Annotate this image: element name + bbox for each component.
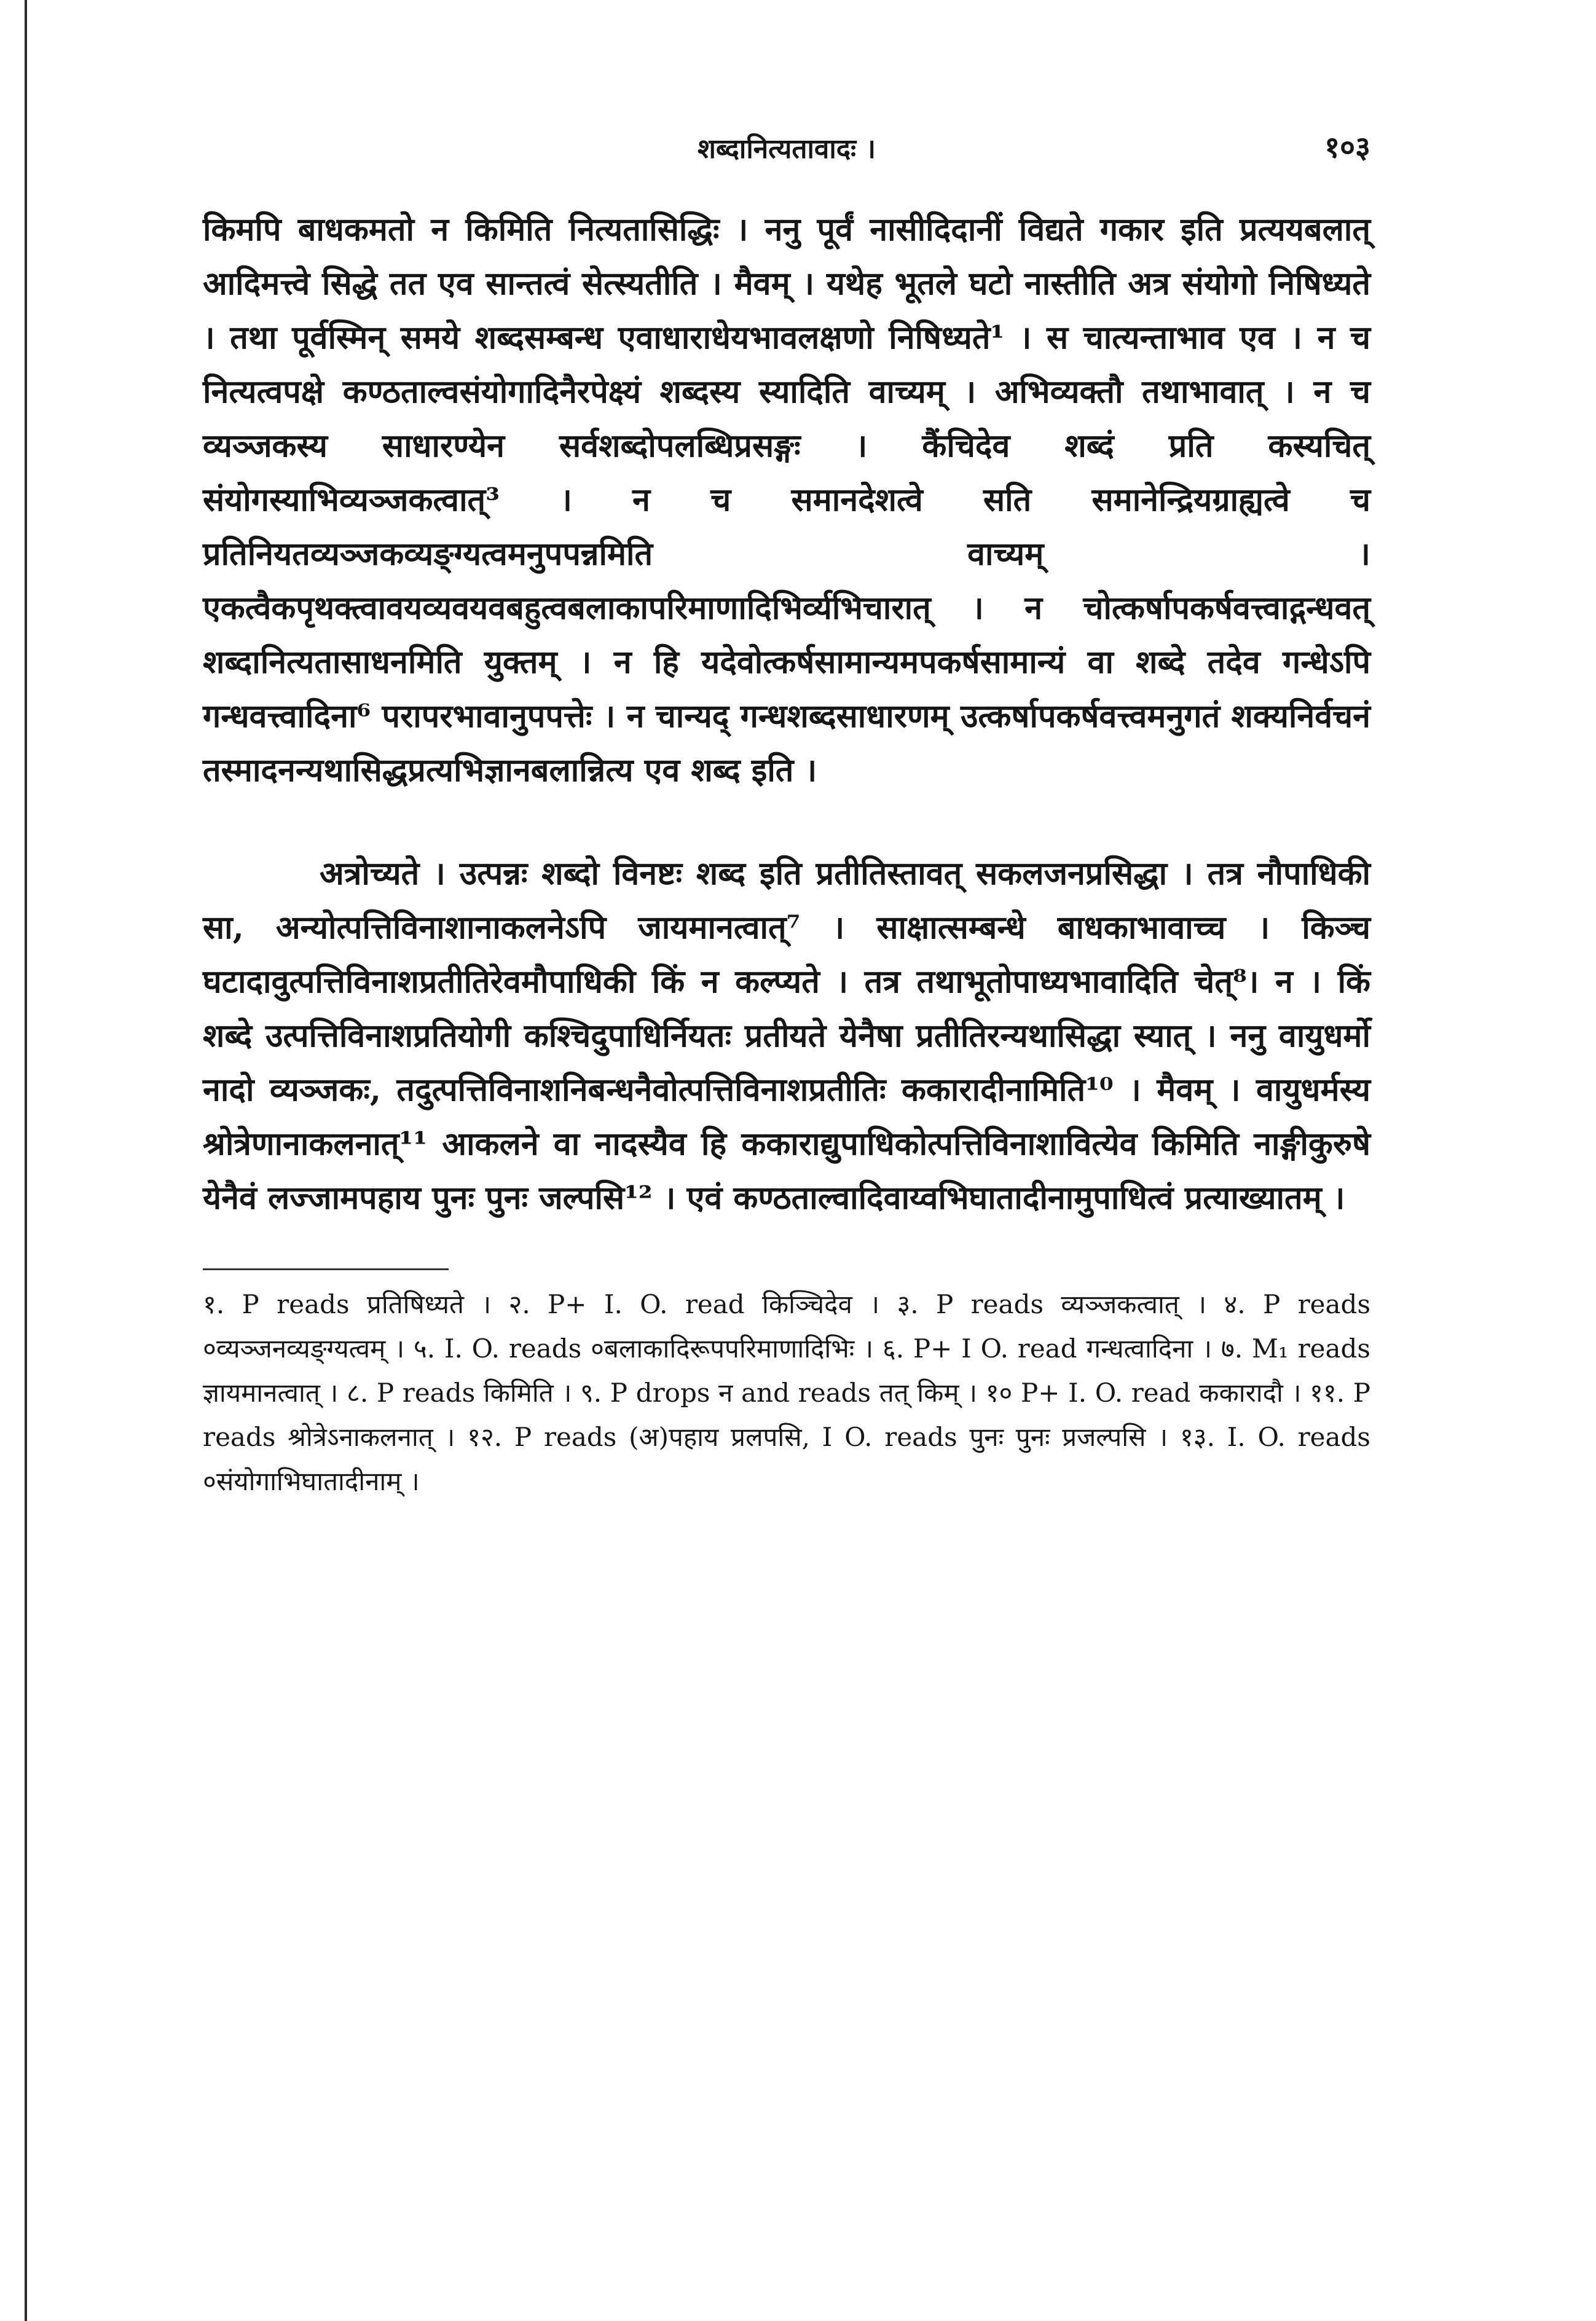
page-number: १०३ xyxy=(1324,130,1370,165)
body-paragraph-2: अत्रोच्यते । उत्पन्नः शब्दो विनष्टः शब्द इति प्रतीतिस्तावत् सकलजनप्रसिद्धा । तत्र नौपाधिकी सा, अन्योत्पत्तिविनाशानाकलनेऽपि जायमानत्वात्⁷ । साक्षात्सम्बन्धे बाधकाभावाच्च । किञ्च घटादावुत्पत्तिविनाशप्रतीतिरेवमौपाधिकी किं न कल्प्यते । तत्र तथाभूतोपाध्यभावादिति चेत्⁸। न । किं शब्दे उत्पत्तिविनाशप्रतियोगी कश्चिदुपाधिर्नियतः प्रतीयते येनैषा प्रतीतिरन्यथासिद्धा स्यात् । ननु वायुधर्मो नादो व्यञ्जकः, तदुत्पत्तिविनाशनिबन्धनैवोत्पत्तिविनाशप्रतीतिः ककारादीनामिति¹⁰ । मैवम् । वायुधर्मस्य श्रोत्रेणानाकलनात्¹¹ आकलने वा नादस्यैव हि ककाराद्युपाधिकोत्पत्तिविनाशावित्येव किमिति नाङ्गीकुरुषे येनैवं लज्जामपहाय पुनः पुनः जल्पसि¹² । एवं कण्ठताल्वादिवाय्वभिघातादीनामुपाधित्वं प्रत्याख्यातम् । xyxy=(203,855,1370,1217)
footnotes: १. P reads प्रतिषिध्यते । २. P+ I. O. read किञ्चिदेव । ३. P reads व्यञ्जकत्वात् । ४. P reads ०व्यञ्जनव्यङ्ग्यत्वम् । ५. I. O. reads ०बलाकादिरूपपरिमाणादिभिः । ६. P+ I O. read गन्धत्वादिना । ७. M₁ reads ज्ञायमानत्वात् । ८. P reads किमिति । ९. P drops न and reads तत् किम् । १० P+ I. O. read ककारादौ । ११. P reads श्रोत्रेऽनाकलनात् । १२. P reads (अ)पहाय प्रलपसि, I O. reads पुनः पुनः प्रजल्पसि । १३. I. O. reads ०संयोगाभिघातादीनाम् । xyxy=(203,1289,1370,1496)
running-title: शब्दानित्यतावादः । xyxy=(697,133,876,165)
book-page xyxy=(203,117,1370,1504)
page-header xyxy=(203,117,1370,184)
body-paragraph-1: किमपि बाधकमतो न किमिति नित्यतासिद्धिः । ननु पूर्वं नासीदिदानीं विद्यते गकार इति प्रत्ययबलात् आदिमत्त्वे सिद्धे तत एव सान्तत्वं सेत्स्यतीति । मैवम् । यथेह भूतले घटो नास्तीति अत्र संयोगो निषिध्यते । तथा पूर्वस्मिन् समये शब्दसम्बन्ध एवाधाराधेयभावलक्षणो निषिध्यते¹ । स चात्यन्ताभाव एव । न च नित्यत्वपक्षे कण्ठताल्वसंयोगादिनैरपेक्ष्यं शब्दस्य स्यादिति वाच्यम् । अभिव्यक्तौ तथाभावात् । न च व्यञ्जकस्य साधारण्येन सर्वशब्दोपलब्धिप्रसङ्गः । कैंचिदेव शब्दं प्रति कस्यचित् संयोगस्याभिव्यञ्जकत्वात्³ । न च समानदेशत्वे सति समानेन्द्रियग्राह्यत्वे च प्रतिनियतव्यञ्जकव्यङ्ग्यत्वमनुपपन्नमिति वाच्यम् । एकत्वैकपृथक्त्वावयव्यवयवबहुत्वबलाकापरिमाणादिभिर्व्यभिचारात् । न चोत्कर्षापकर्षवत्त्वाद्गन्धवत् शब्दानित्यतासाधनमिति युक्तम् । न हि यदेवोत्कर्षसामान्यमपकर्षसामान्यं वा शब्दे तदेव गन्धेऽपि गन्धवत्त्वादिना⁶ परापरभावानुपपत्तेः । न चान्यद् गन्धशब्दसाधारणम् उत्कर्षापकर्षवत्त्वमनुगतं शक्यनिर्वचनं तस्मादनन्यथासिद्धप्रत्यभिज्ञानबलान्नित्य एव शब्द इति । xyxy=(203,211,1370,789)
scan-binding-edge xyxy=(25,0,27,2321)
footnote-divider xyxy=(203,1268,449,1270)
